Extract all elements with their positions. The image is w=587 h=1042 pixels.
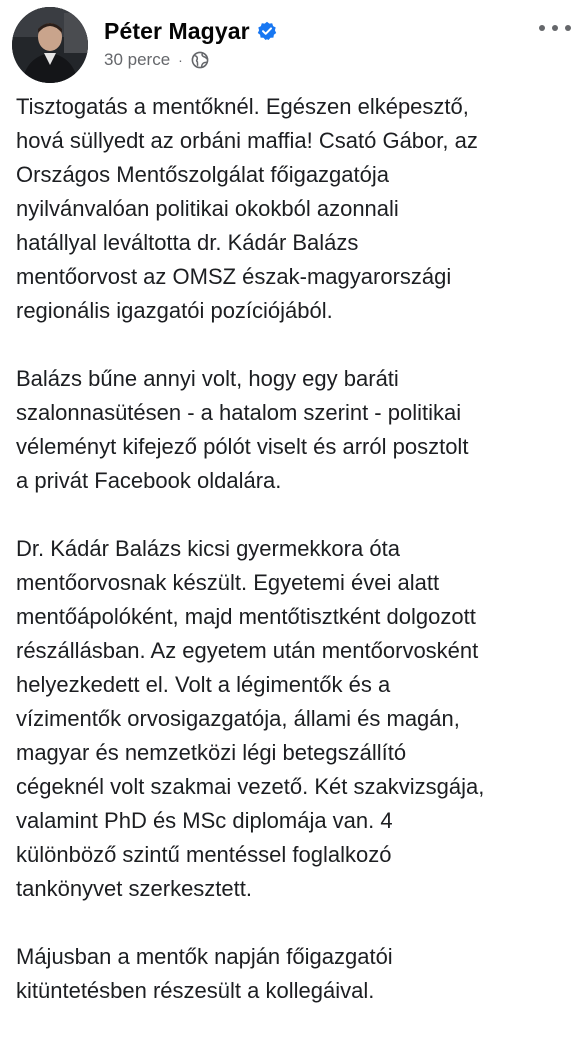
- avatar[interactable]: [12, 7, 88, 83]
- author-name[interactable]: Péter Magyar: [104, 17, 250, 44]
- post-paragraph-4: Májusban a mentők napján főigazgatói kitüntetésben részesült a kollegáival.: [16, 944, 393, 1003]
- profile-photo-icon: [12, 7, 88, 83]
- post-paragraph-2: Balázs bűne annyi volt, hogy egy baráti szalonnasütésen - a hatalom szerint - politikai véleményt kifejező pólót viselt és arról posztolt a privát Facebook oldalára.: [16, 366, 469, 493]
- author-block: [104, 14, 277, 70]
- meta-separator: ·: [178, 52, 183, 68]
- post-header: [12, 4, 575, 82]
- post-text: [16, 90, 582, 1042]
- more-options-button[interactable]: [535, 16, 575, 40]
- globe-icon[interactable]: [191, 51, 209, 69]
- author-line: [104, 14, 277, 48]
- verified-badge-icon: [257, 21, 277, 41]
- post-timestamp[interactable]: 30 perce: [104, 50, 171, 69]
- more-dots-icon: [538, 24, 572, 32]
- post-meta: [104, 50, 277, 70]
- post-paragraph-3: Dr. Kádár Balázs kicsi gyermekkora óta mentőorvosnak készült. Egyetemi évei alatt mentőápolóként, majd mentőtisztként dolgozott részállásban. Az egyetem után mentőorvosként helyezkedett el. Volt a légimentők és a vízimentők orvosigazgatója, állami és magán, magyar és nemzetközi légi betegszállító cégeknél volt szakmai vezető. Két szakvizsgája, valamint PhD és MSc diplomája van. 4 különböző szintű mentéssel foglalkozó tankönyvet szerkesztett.: [16, 536, 485, 901]
- post-paragraph-1: Tisztogatás a mentőknél. Egészen elképesztő, hová süllyedt az orbáni maffia! Csató Gábor, az Országos Mentőszolgálat főigazgatója nyilvánvalóan politikai okokból azonnali hatállyal leváltotta dr. Kádár Balázs mentőorvost az OMSZ észak-magyarországi regionális igazgatói pozíciójából.: [16, 94, 478, 323]
